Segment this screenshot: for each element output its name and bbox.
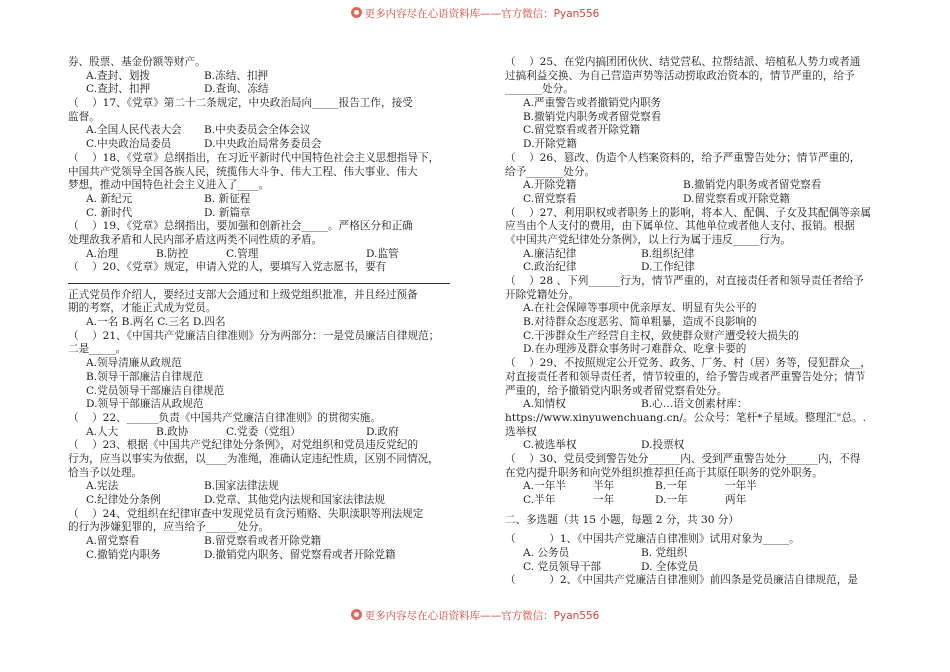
text-line: 正式党员作介绍人，要经过支部大会通过和上级党组织批准，并且经过预备 xyxy=(68,288,418,301)
answer-options-row xyxy=(505,193,893,207)
logo-icon xyxy=(351,7,362,18)
answer-option: C.中央政治局委员 xyxy=(86,138,172,151)
answer-option: A.在社会保障等事项中优亲厚友、明显有失公平的 xyxy=(523,302,757,315)
answer-option: A.全国人民代表大会 xyxy=(86,124,182,137)
text-line: （ ）22、______负责《中国共产党廉洁自律准则》的贯彻实施。 xyxy=(68,411,381,424)
answer-options-row xyxy=(505,179,893,193)
answer-option: 半年 xyxy=(593,480,615,493)
answer-option: B.冻结、扣押 xyxy=(204,69,269,82)
footer-banner[interactable] xyxy=(0,608,950,623)
answer-option: C.半年 xyxy=(523,494,556,506)
text-line: （ ）18、《党章》总纲指出，在习近平新时代中国特色社会主义思想指导下， xyxy=(68,151,440,164)
text-line: 对直接责任者和领导责任者，情节较重的，给予警告或者严重警告处分；情节 xyxy=(505,370,866,383)
text-line: 期的考察，才能正式成为党员。 xyxy=(68,302,217,315)
answer-option: A.严重警告或者撤销党内职务 xyxy=(523,97,662,110)
answer-options-row xyxy=(68,494,450,508)
text-line: 给予_______处分。 xyxy=(505,165,596,178)
text-line: 严重的，给予撤销党内职务或者留党察看处分。 xyxy=(505,384,728,397)
answer-options-row xyxy=(505,439,893,453)
answer-option: C.政治纪律 xyxy=(523,261,577,274)
text-line: （ ）1、《中国共产党廉洁自律准则》试用对象为_____。 xyxy=(505,533,800,546)
answer-option: A.留党察看 xyxy=(86,535,140,548)
answer-option: A. 新纪元 xyxy=(86,192,133,205)
answer-options-row xyxy=(68,207,450,221)
text-line: _______处分。 xyxy=(505,83,574,96)
text-line: （ ）25、在党内搞团团伙伙、结党营私、拉帮结派、培植私人势力或者通 xyxy=(505,56,861,68)
text-line: 应当由个人支付的费用，由下属单位、其他单位或者他人支付、报销。根据 xyxy=(505,220,855,233)
answer-option: D.在办理涉及群众事务时刁难群众、吃拿卡要的 xyxy=(523,343,747,356)
text-line: （ ）2、《中国共产党廉洁自律准则》前四条是党员廉洁自律规范，是 xyxy=(505,574,858,587)
answer-options-row xyxy=(68,193,450,207)
answer-options-row xyxy=(68,480,450,494)
answer-option: C. 新时代 xyxy=(86,206,133,219)
answer-options-row xyxy=(505,494,893,508)
answer-option: A. 公务员 xyxy=(523,547,570,560)
answer-option: D.投票权 xyxy=(641,439,685,452)
answer-option: B. 党组织 xyxy=(641,547,688,560)
text-line: （ ）17、《党章》第二十二条规定，中央政治局向_____报告工作，接受 xyxy=(68,97,413,110)
answer-option: A.人大 xyxy=(86,425,119,438)
text-line: （ ）24、党组织在纪律审查中发现党员有贪污贿赂、失职渎职等刑法规定 xyxy=(68,507,424,520)
answer-option: B.政协 xyxy=(156,425,189,438)
text-line: （ ）21、《中国共产党廉洁自律准则》分为两部分：一是党员廉洁自律规范； xyxy=(68,329,440,342)
answer-options-row xyxy=(505,261,893,275)
text-line: 的行为涉嫌犯罪的，应当给予______处分。 xyxy=(68,521,270,534)
answer-option: D.查询、冻结 xyxy=(204,83,269,96)
footer-banner-text: 更多内容尽在心语资料库——官方微信：Pyan556 xyxy=(364,610,600,622)
answer-option: B.撤销党内职务或者留党察看 xyxy=(683,179,822,192)
answer-option: 一年半 xyxy=(725,480,757,493)
answer-option: B.对待群众态度恶劣、简单粗暴，造成不良影响的 xyxy=(523,316,757,329)
answer-options-row xyxy=(68,70,450,84)
right-column xyxy=(505,56,893,588)
logo-icon xyxy=(351,609,362,620)
answer-option: B.领导干部廉洁自律规范 xyxy=(86,370,204,383)
answer-option: A.一年半 xyxy=(523,480,566,493)
answer-option: D.领导干部廉洁从政规范 xyxy=(86,398,204,411)
answer-option: C.留党察看或者开除党籍 xyxy=(523,124,641,137)
answer-option: A.查封、划拨 xyxy=(86,69,150,82)
answer-option: D. 全体党员 xyxy=(641,560,699,573)
text-line: 行为，应当以事实为依据，以____为准绳，准确认定违纪性质，区别不同情况， xyxy=(68,452,439,465)
text-line: （ ）26、篡改、伪造个人档案资料的，给予严重警告处分；情节严重的， xyxy=(505,151,861,164)
answer-option: D.工作纪律 xyxy=(641,261,695,274)
answer-option: B.防控 xyxy=(156,247,189,260)
header-banner[interactable] xyxy=(0,6,950,21)
answer-option: C.查封、扣押 xyxy=(86,83,151,96)
text-line: （ ）29、不按照规定公开党务、政务、厂务、村（居）务等，侵犯群众__， xyxy=(505,357,871,370)
answer-options-row xyxy=(505,248,893,262)
text-line: 二是_____。 xyxy=(68,343,127,356)
answer-option: C.党委（党组） xyxy=(226,425,301,438)
answer-option: A.开除党籍 xyxy=(523,179,577,192)
answer-option: B.一年 xyxy=(655,480,688,493)
text-line: 监督。 xyxy=(68,110,100,123)
answer-option: D.政府 xyxy=(366,425,399,438)
answer-option: B. 新征程 xyxy=(204,192,251,205)
text-line: 过搞利益交换、为自己营造声势等活动捞取政治资本的，情节严重的，给予 xyxy=(505,69,855,82)
text-line: https://www.xinyuwenchuang.cn/。公众号：笔杆*子星域。整理汇"总。. xyxy=(505,411,866,424)
text-line: 在党内提升职务和向党外组织推荐担任高于其原任职务的党外职务。 xyxy=(505,466,823,479)
answer-options-row xyxy=(68,83,450,97)
text-line: 《中国共产党纪律处分条例》，以上行为属于违反_____行为。 xyxy=(505,233,792,246)
header-banner-text: 更多内容尽在心语资料库——官方微信：Pyan556 xyxy=(364,8,600,20)
answer-option: A.领导清廉从政规范 xyxy=(86,357,182,370)
answer-option: D.留党察看或开除党籍 xyxy=(683,192,790,205)
answer-option: A.知情权 xyxy=(523,398,566,411)
text-line: 中国共产党领导全国各族人民，统揽伟大斗争、伟大工程、伟大事业、伟大 xyxy=(68,165,418,178)
answer-option: B.心…语文创素材库： xyxy=(641,398,748,411)
left-column xyxy=(68,56,450,562)
answer-options-row xyxy=(68,124,450,138)
answer-option: D.中央政治局常务委员会 xyxy=(204,138,322,151)
answer-option: 两年 xyxy=(725,494,747,506)
answer-option: A.治理 xyxy=(86,247,119,260)
answer-option: B.中央委员会全体会议 xyxy=(204,124,311,137)
answer-option: C. 党员领导干部 xyxy=(523,560,602,573)
answer-option: C.纪律处分条例 xyxy=(86,494,161,506)
text-line: （ ）28 、下列______行为，情节严重的，对直接责任者和领导责任者给予 xyxy=(505,275,864,287)
text-line: 券、股票、基金份额等财产。 xyxy=(68,56,206,68)
answer-option: 一年 xyxy=(593,494,615,506)
answer-option: C.党员领导干部廉洁自律规范 xyxy=(86,384,225,397)
text-line: 处理敌我矛盾和人民内部矛盾这两类不同性质的矛盾。 xyxy=(68,233,323,246)
answer-option: C.管理 xyxy=(226,247,259,260)
text-line: 恰当予以处理。 xyxy=(68,466,143,479)
answer-option: B.留党察看或者开除党籍 xyxy=(204,535,322,548)
fill-in-blank-line xyxy=(68,275,450,289)
answer-option: D.监管 xyxy=(366,247,399,260)
text-line: 梦想，推动中国特色社会主义进入了____。 xyxy=(68,179,270,192)
answer-option: D.一年 xyxy=(655,494,688,506)
text-line: （ ）23、根据《中国共产党纪律处分条例》，对党组织和党员违反党纪的 xyxy=(68,439,419,452)
answer-option: A.宪法 xyxy=(86,480,119,493)
answer-options-row xyxy=(68,549,450,563)
answer-option: C.干涉群众生产经营自主权，致使群众财产遭受较大损失的 xyxy=(523,329,799,342)
answer-options-row xyxy=(68,138,450,152)
answer-option: C.被选举权 xyxy=(523,439,577,452)
answer-option: A.廉洁纪律 xyxy=(523,247,577,260)
answer-option: B.组织纪律 xyxy=(641,247,695,260)
text-line: 二、多选题（共 15 小题，每题 2 分，共 30 分） xyxy=(505,513,739,526)
answer-option: A.一名 B.两名 C.三名 D.四名 xyxy=(86,316,226,329)
answer-option: C.撤销党内职务 xyxy=(86,548,161,561)
answer-options-row xyxy=(505,480,893,494)
answer-option: D.撤销党内职务、留党察看或者开除党籍 xyxy=(204,548,396,561)
text-line: （ ）20、《党章》规定，申请入党的人，要填写入党志愿书，要有 xyxy=(68,261,387,274)
answer-options-row xyxy=(505,561,893,575)
answer-option: C.留党察看 xyxy=(523,192,577,205)
answer-option: D.党章、其他党内法规和国家法律法规 xyxy=(204,494,385,506)
blank-underline xyxy=(68,283,450,284)
answer-option: B.撤销党内职务或者留党察看 xyxy=(523,110,662,123)
answer-options-row xyxy=(505,398,893,412)
answer-options-row xyxy=(68,535,450,549)
text-line: （ ）19、《党章》总纲指出，要加强和创新社会_____。严格区分和正确 xyxy=(68,220,413,233)
answer-options-row xyxy=(68,426,450,440)
text-line: 开除党籍处分。 xyxy=(505,288,580,301)
answer-options-row xyxy=(505,547,893,561)
text-line: （ ）27、利用职权或者职务上的影响，将本人、配偶、子女及其配偶等亲属 xyxy=(505,206,871,219)
answer-options-row xyxy=(68,248,450,262)
answer-option: D.开除党籍 xyxy=(523,138,577,151)
answer-option: B.国家法律法规 xyxy=(204,480,279,493)
answer-option: D. 新篇章 xyxy=(204,206,251,219)
text-line: （ ）30、党员受到警告处分______内、受到严重警告处分______内，不得 xyxy=(505,452,861,465)
text-line: 选举权 xyxy=(505,425,537,438)
